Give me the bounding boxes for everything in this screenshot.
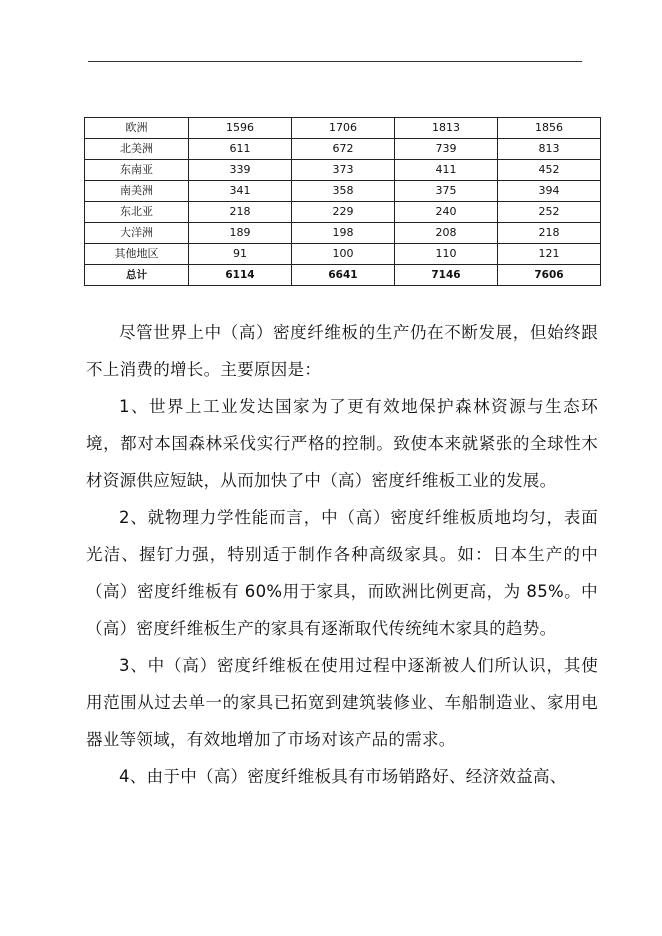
total-value: 6114 [189, 265, 292, 286]
paragraph-reason-4: 4、由于中（高）密度纤维板具有市场销路好、经济效益高、 [119, 767, 567, 786]
value-cell: 240 [395, 202, 498, 223]
total-value: 7146 [395, 265, 498, 286]
value-cell: 91 [189, 244, 292, 265]
value-cell: 341 [189, 181, 292, 202]
region-cell: 欧洲 [85, 118, 189, 139]
table-row [85, 139, 601, 160]
value-cell: 1596 [189, 118, 292, 139]
paragraph-reason-3: 3、中（高）密度纤维板在使用过程中逐渐被人们所认识，其使用范围从过去单一的家具已拓宽到建筑装修业、车船制造业、家用电器业等领域，有效地增加了市场对该产品的需求。 [86, 656, 598, 749]
body-text [86, 314, 598, 795]
value-cell: 218 [189, 202, 292, 223]
value-cell: 252 [498, 202, 601, 223]
paragraph-reason-2: 2、就物理力学性能而言，中（高）密度纤维板质地均匀，表面光洁、握钉力强，特别适于制作各种高级家具。如：日本生产的中（高）密度纤维板有 60%用于家具，而欧洲比例更高，为 85%。中（高）密度纤维板生产的家具有逐渐取代传统纯木家具的趋势。 [86, 508, 598, 638]
paragraph-reason-1: 1、世界上工业发达国家为了更有效地保护森林资源与生态环境，都对本国森林采伐实行严格的控制。致使本来就紧张的全球性木材资源供应短缺，从而加快了中（高）密度纤维板工业的发展。 [86, 397, 598, 490]
region-cell: 东南亚 [85, 160, 189, 181]
value-cell: 218 [498, 223, 601, 244]
region-cell: 北美洲 [85, 139, 189, 160]
table-row [85, 223, 601, 244]
value-cell: 339 [189, 160, 292, 181]
value-cell: 208 [395, 223, 498, 244]
value-cell: 813 [498, 139, 601, 160]
value-cell: 1813 [395, 118, 498, 139]
total-value: 6641 [292, 265, 395, 286]
total-row [85, 265, 601, 286]
table-row [85, 118, 601, 139]
value-cell: 229 [292, 202, 395, 223]
value-cell: 672 [292, 139, 395, 160]
value-cell: 100 [292, 244, 395, 265]
value-cell: 739 [395, 139, 498, 160]
value-cell: 375 [395, 181, 498, 202]
table-row [85, 202, 601, 223]
value-cell: 198 [292, 223, 395, 244]
value-cell: 394 [498, 181, 601, 202]
region-cell: 东北亚 [85, 202, 189, 223]
region-cell: 其他地区 [85, 244, 189, 265]
paragraph-intro: 尽管世界上中（高）密度纤维板的生产仍在不断发展，但始终跟不上消费的增长。主要原因是： [86, 323, 598, 379]
value-cell: 110 [395, 244, 498, 265]
region-cell: 南美洲 [85, 181, 189, 202]
table-row [85, 160, 601, 181]
total-label: 总计 [85, 265, 189, 286]
value-cell: 452 [498, 160, 601, 181]
total-value: 7606 [498, 265, 601, 286]
table-row [85, 244, 601, 265]
value-cell: 1856 [498, 118, 601, 139]
value-cell: 121 [498, 244, 601, 265]
consumption-table [84, 117, 601, 286]
value-cell: 1706 [292, 118, 395, 139]
region-cell: 大洋洲 [85, 223, 189, 244]
value-cell: 611 [189, 139, 292, 160]
header-rule [88, 61, 582, 62]
table-row [85, 181, 601, 202]
value-cell: 189 [189, 223, 292, 244]
value-cell: 411 [395, 160, 498, 181]
value-cell: 358 [292, 181, 395, 202]
value-cell: 373 [292, 160, 395, 181]
